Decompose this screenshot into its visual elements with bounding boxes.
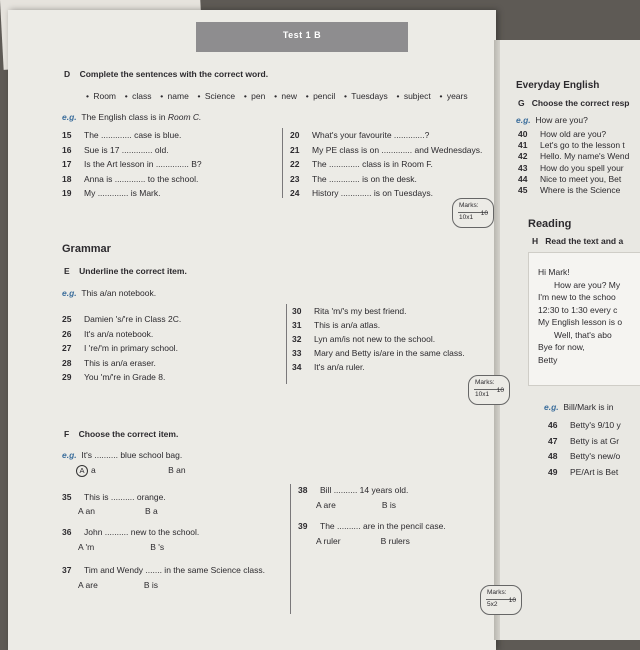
list-item: 33 Mary and Betty is/are in the same class. [292,348,465,358]
section-e-header: E Underline the correct item. [64,266,187,276]
list-item: 44 Nice to meet you, Bet [518,173,622,184]
answer-options: A are B is [78,580,159,590]
section-h-items [548,418,621,480]
list-item: 40 How old are you? [518,129,607,139]
answer-options: A ruler B rulers [316,536,410,546]
list-item: 43 How do you spell your [518,162,624,173]
section-d-header [64,69,268,79]
section-g-header: G Choose the correct resp [518,98,630,108]
list-item: 16 Sue is 17 ............. old. [62,144,169,155]
answer-options: A 'm B 's [78,542,165,552]
circled-answer-mark: A [76,465,88,477]
section-g-example: e.g. How are you? [516,115,588,125]
list-item: 49 PE/Art is Bet [548,466,619,477]
list-item: 31 This is an/a atlas. [292,320,381,330]
grammar-heading: Grammar [62,243,111,255]
list-item: 46 Betty's 9/10 y [548,420,621,430]
list-item: 38 Bill .......... 14 years old. [298,485,409,495]
section-h-example: e.g. Bill/Mark is in [544,402,614,412]
section-d-letter: D [64,69,71,79]
marks-box: Marks: 5x2 10 [480,585,522,615]
list-item: 27 I 're/'m in primary school. [62,343,178,353]
reading-heading: Reading [528,218,572,230]
list-item: 32 Lyn am/is not new to the school. [292,334,436,344]
section-e-items-left [62,312,181,385]
section-h-header: H Read the text and a [532,236,624,246]
section-g-items [518,129,629,196]
section-f-example: e.g. It's .......... blue school bag. [62,450,183,460]
everyday-english-heading: Everyday English [516,80,600,91]
list-item: 45 Where is the Science [518,185,621,196]
list-item: 35 This is .......... orange. [62,492,166,502]
list-item: 24 History ............. is on Tuesdays. [290,188,433,198]
section-d-items-left [62,128,202,201]
section-d-example: e.g. The English class is in Room C. [62,112,202,122]
list-item: 48 Betty's new/o [548,451,621,461]
section-f-header: F Choose the correct item. [64,429,179,439]
list-item: 34 It's an/a ruler. [292,362,365,372]
marks-box: Marks: 10x1 10 [468,375,510,405]
list-item: 22 The ............. class is in Room F. [290,159,433,169]
list-item: 30 Rita 'm/'s my best friend. [292,306,407,316]
word-bank: • Room • class • name • Science • pen • new • pencil • Tuesdays • subject • years [86,91,468,101]
test-title: Test 1 B [282,30,322,40]
list-item: 42 Hello. My name's Wend [518,151,630,162]
list-item: 21 My PE class is on ............. and Wednesdays. [290,144,483,155]
section-e-items-right [292,304,465,374]
column-divider [286,304,287,384]
list-item: 20 What's your favourite .............? [290,130,430,140]
list-item: 29 You 'm/'re in Grade 8. [62,372,166,382]
reading-letter-text: Hi Mark! How are you? My I'm new to the schoo 12:30 to 1:30 every c My English lesson is o Well, that's abo Bye for now, Betty [538,267,623,365]
test-title-tab [196,22,408,52]
answer-options: A are B is [316,500,397,510]
section-e-example: e.g. This a/an notebook. [62,288,157,298]
section-f-example-options: A a B an [76,465,186,477]
list-item: 47 Betty is at Gr [548,435,620,446]
list-item: 17 Is the Art lesson in .............. B? [62,159,202,169]
section-d-items-right [290,128,482,201]
marks-box: Marks: 10x1 10 [452,198,494,228]
list-item: 41 Let's go to the lesson t [518,140,625,151]
list-item: 19 My ............. is Mark. [62,188,161,198]
list-item: 15 The ............. case is blue. [62,130,182,140]
column-divider [290,484,291,614]
list-item: 26 It's an/a notebook. [62,328,154,339]
column-divider [282,128,283,198]
list-item: 37 Tim and Wendy ....... in the same Science class. [62,565,265,575]
list-item: 25 Damien 's/'re in Class 2C. [62,314,182,324]
list-item: 39 The .......... are in the pencil case. [298,521,446,531]
list-item: 18 Anna is ............. to the school. [62,173,199,184]
answer-options: A an B a [78,506,158,516]
list-item: 36 John .......... new to the school. [62,527,200,537]
list-item: 23 The ............. is on the desk. [290,173,417,184]
list-item: 28 This is an/a eraser. [62,357,156,368]
section-d-title: Complete the sentences with the correct word. [79,69,269,79]
